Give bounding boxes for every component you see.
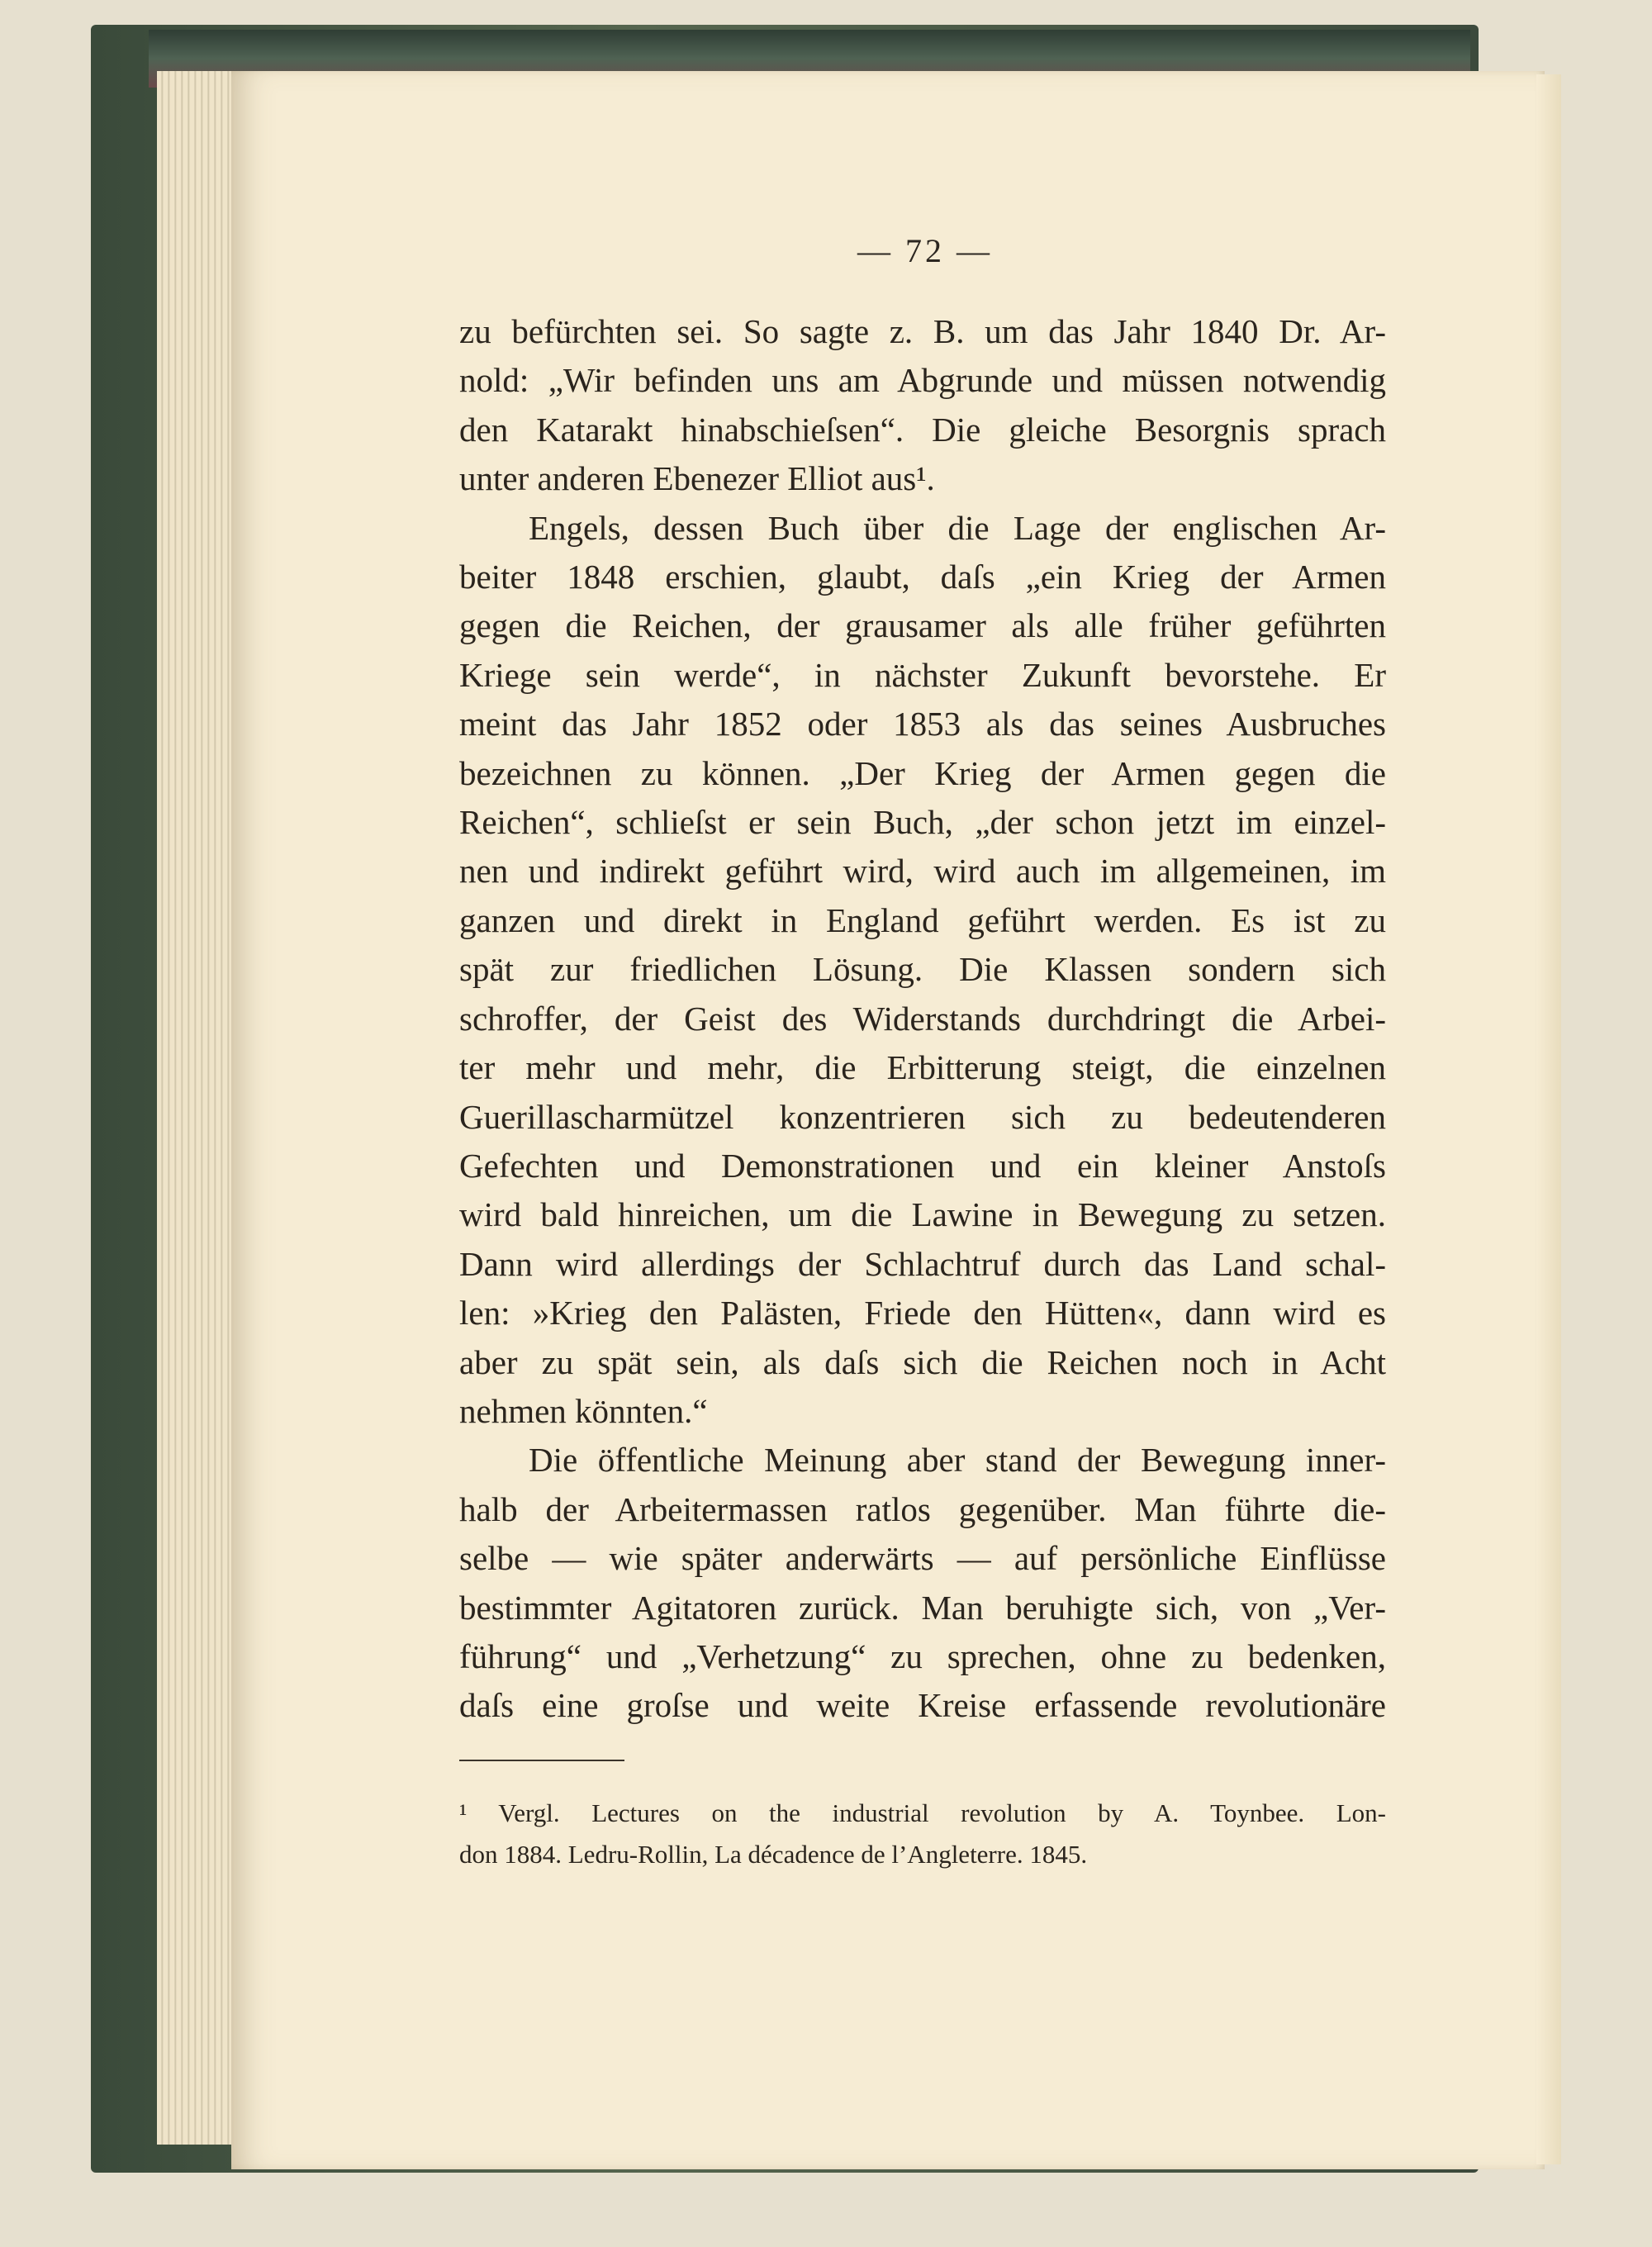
text-line: ganzen und direkt in England geführt werden. Es ist zu bbox=[459, 900, 1386, 939]
text-line: nold: „Wir befinden uns am Abgrunde und müssen notwendig bbox=[459, 361, 1386, 400]
text-line: meint das Jahr 1852 oder 1853 als das seines Ausbruches bbox=[459, 705, 1386, 743]
text-line: unter anderen Ebenezer Elliot aus¹. bbox=[459, 459, 935, 498]
text-line: Gefechten und Demonstrationen und ein kleiner Anstoſs bbox=[459, 1146, 1386, 1185]
text-line: ter mehr und mehr, die Erbitterung steigt, die einzelnen bbox=[459, 1048, 1386, 1087]
text-line: zu befürchten sei. So sagte z. B. um das Jahr 1840 Dr. Ar- bbox=[459, 312, 1386, 350]
footnotes bbox=[459, 1793, 1386, 1875]
text-line: den Katarakt hinabschieſsen“. Die gleiche Besorgnis sprach bbox=[459, 410, 1386, 449]
footnote-divider bbox=[459, 1760, 624, 1761]
text-line: führung“ und „Verhetzung“ zu sprechen, ohne zu bedenken, bbox=[459, 1637, 1386, 1675]
text-line: bestimmter Agitatoren zurück. Man beruhigte sich, von „Ver- bbox=[459, 1588, 1386, 1627]
text-line: Die öffentliche Meinung aber stand der Bewegung inner- bbox=[529, 1441, 1386, 1480]
text-line: Dann wird allerdings der Schlachtruf durch das Land schal- bbox=[459, 1244, 1386, 1283]
body-text bbox=[459, 307, 1386, 1731]
footnote-line: ¹ Vergl. Lectures on the industrial revolution by A. Toynbee. Lon- bbox=[459, 1798, 1386, 1827]
text-line: spät zur friedlichen Lösung. Die Klassen sondern sich bbox=[459, 950, 1386, 989]
text-line: len: »Krieg den Palästen, Friede den Hütten«, dann wird es bbox=[459, 1294, 1386, 1333]
text-line: Reichen“, schlieſst er sein Buch, „der schon jetzt im einzel- bbox=[459, 803, 1386, 842]
text-line: Engels, dessen Buch über die Lage der englischen Ar- bbox=[529, 508, 1386, 547]
text-line: halb der Arbeitermassen ratlos gegenüber. Man führte die- bbox=[459, 1489, 1386, 1528]
text-line: beiter 1848 erschien, glaubt, daſs „ein Krieg der Armen bbox=[459, 558, 1386, 596]
footnote-line: don 1884. Ledru-Rollin, La décadence de l’Angleterre. 1845. bbox=[459, 1840, 1088, 1869]
text-line: Guerillascharmützel konzentrieren sich zu bedeutenderen bbox=[459, 1097, 1386, 1136]
text-line: nen und indirekt geführt wird, wird auch im allgemeinen, im bbox=[459, 852, 1386, 891]
page-number: — 72 — bbox=[857, 232, 993, 269]
text-line: nehmen könnten.“ bbox=[459, 1391, 708, 1430]
text-line: aber zu spät sein, als daſs sich die Reichen noch in Acht bbox=[459, 1342, 1386, 1381]
page-right-edge bbox=[1536, 74, 1561, 2164]
text-line: bezeichnen zu können. „Der Krieg der Armen gegen die bbox=[459, 753, 1386, 792]
text-line: daſs eine groſse und weite Kreise erfassende revolutionäre bbox=[459, 1686, 1386, 1725]
text-line: schroffer, der Geist des Widerstands durchdringt die Arbei- bbox=[459, 999, 1386, 1038]
text-line: selbe — wie später anderwärts — auf persönliche Einflüsse bbox=[459, 1539, 1386, 1578]
text-line: wird bald hinreichen, um die Lawine in Bewegung zu setzen. bbox=[459, 1195, 1386, 1234]
text-line: Kriege sein werde“, in nächster Zukunft bevorstehe. Er bbox=[459, 655, 1386, 694]
text-line: gegen die Reichen, der grausamer als alle früher geführten bbox=[459, 606, 1386, 645]
